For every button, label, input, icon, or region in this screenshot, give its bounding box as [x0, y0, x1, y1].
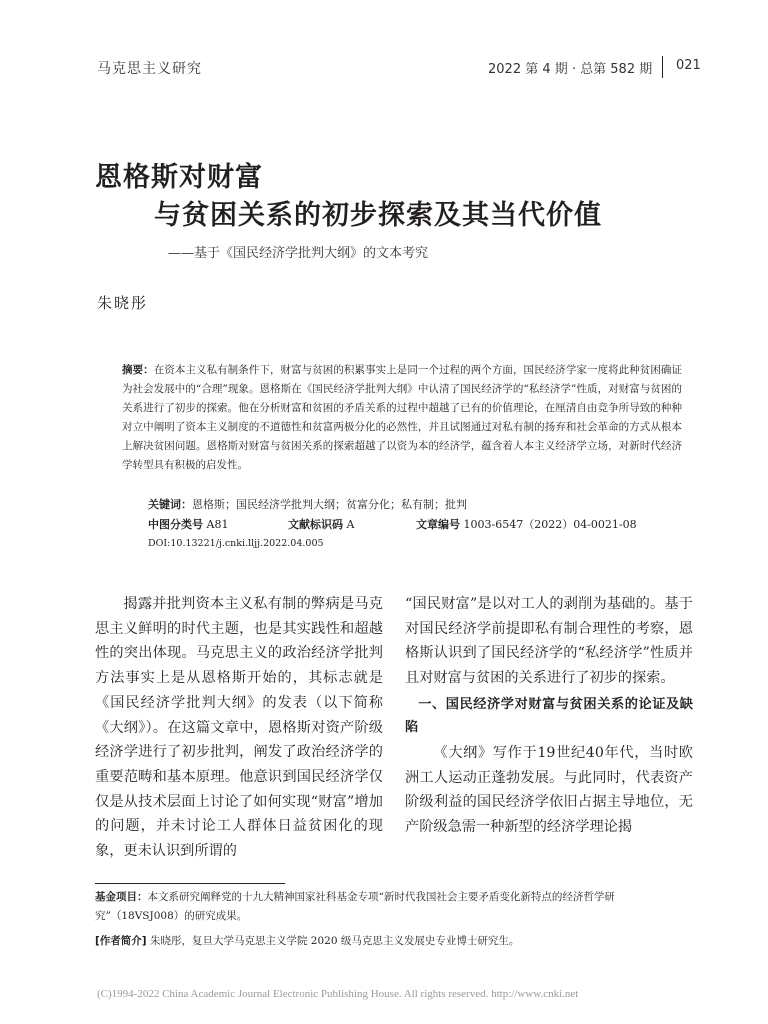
footnote-divider [95, 883, 285, 884]
doc-code [288, 516, 354, 532]
author-note-label: [作者简介] [95, 935, 147, 947]
abstract-label: 摘要： [122, 364, 154, 376]
article-title-line2: 与贫困关系的初步探索及其当代价值 [154, 200, 602, 231]
body-column-right [405, 592, 693, 840]
article-subtitle: ——基于《国民经济学批判大纲》的文本考究 [168, 246, 429, 261]
copyright-footer: (C)1994-2022 China Academic Journal Electronic Publishing House. All rights reserved. http://www.cnki.net [97, 988, 579, 1000]
fund-note [95, 888, 695, 926]
author-name: 朱晓彤 [97, 294, 149, 312]
clc-label: 中图分类号 [148, 518, 203, 531]
abstract-text: 在资本主义私有制条件下，财富与贫困的积累事实上是同一个过程的两个方面，国民经济学家一度将此种贫困确证为社会发展中的“合理”现象。恩格斯在《国民经济学批判大纲》中认清了国民经济学的“私经济学”性质，对财富与贫困的关系进行了初步的探索。他在分析财富和贫困的矛盾关系的过程中超越了已有的价值理论，在厘清自由竞争所导致的种种对立中阐明了资本主义制度的不道德性和贫富两极分化的必然性，并且试图通过对私有制的扬弃和社会革命的方式从根本上解决贫困问题。恩格斯对财富与贫困关系的探索超越了以资为本的经济学，蕴含着人本主义经济学立场，对新时代经济学转型具有积极的启发性。 [122, 364, 682, 471]
issue-info: 2022 第 4 期 · 总第 582 期 [488, 62, 653, 77]
keywords-label: 关键词： [148, 498, 192, 511]
header-divider [662, 56, 663, 78]
article-number [416, 516, 637, 532]
author-note [95, 932, 695, 951]
doc-label: 文献标识码 [288, 518, 343, 531]
keywords [148, 496, 467, 512]
page-number: 021 [676, 58, 701, 73]
article-label: 文章编号 [416, 518, 460, 531]
doc-value: A [343, 518, 355, 531]
body-paragraph: “国民财富”是以对工人的剥削为基础的。基于对国民经济学前提即私有制合理性的考察，恩格斯认识到了国民经济学的“私经济学”性质并且对财富与贫困的关系进行了初步的探索。 [405, 596, 693, 687]
fund-text: 本文系研究阐释党的十九大精神国家社科基金专项“新时代我国社会主要矛盾变化新特点的经济哲学研究”（18VSJ008）的研究成果。 [95, 891, 615, 922]
article-value: 1003-6547（2022）04-0021-08 [460, 518, 637, 531]
fund-label: 基金项目： [95, 891, 148, 903]
abstract [122, 361, 682, 475]
journal-name: 马克思主义研究 [97, 61, 202, 77]
author-note-text: 朱晓彤，复旦大学马克思主义学院 2020 级马克思主义发展史专业博士研究生。 [146, 935, 520, 947]
keywords-text: 恩格斯；国民经济学批判大纲；贫富分化；私有制；批判 [192, 498, 467, 511]
doi: DOI:10.13221/j.cnki.lljj.2022.04.005 [148, 538, 324, 549]
section-heading: 一、国民经济学对财富与贫困关系的论证及缺陷 [405, 696, 693, 735]
clc-code [148, 516, 228, 532]
body-paragraph: 揭露并批判资本主义私有制的弊病是马克思主义鲜明的时代主题，也是其实践性和超越性的突出体现。马克思主义的政治经济学批判方法事实上是从恩格斯开始的，其标志就是《国民经济学批判大纲》的发表（以下简称《大纲》）。在这篇文章中，恩格斯对资产阶级经济学进行了初步批判，阐发了政治经济学的重要范畴和基本原理。他意识到国民经济学仅仅是从技术层面上讨论了如何实现“财富”增加的问题，并未讨论工人群体日益贫困化的现象，更未认识到所谓的 [95, 596, 383, 860]
article-title-line1: 恩格斯对财富 [95, 162, 263, 193]
body-column-left [95, 592, 383, 864]
body-paragraph: 《大纲》写作于19世纪40年代，当时欧洲工人运动正蓬勃发展。与此同时，代表资产阶级利益的国民经济学依旧占据主导地位，无产阶级急需一种新型的经济学理论揭 [405, 744, 693, 835]
clc-value: A81 [203, 518, 229, 531]
